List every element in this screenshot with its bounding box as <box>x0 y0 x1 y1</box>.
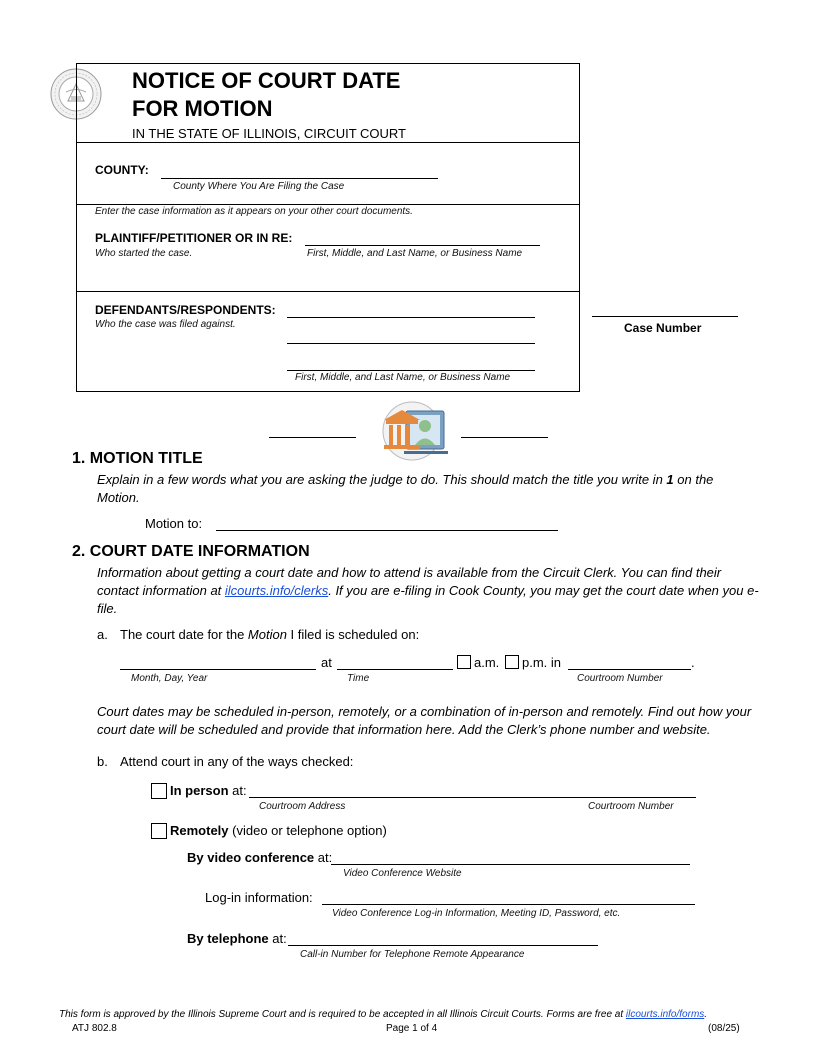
case-number-label: Case Number <box>624 321 702 335</box>
login-field[interactable] <box>322 904 695 905</box>
plaintiff-label: PLAINTIFF/PETITIONER OR IN RE: <box>95 231 293 245</box>
motion-to-label: Motion to: <box>145 516 203 531</box>
am-label: a.m. <box>474 655 500 670</box>
courtroom-address-field[interactable] <box>249 797 696 798</box>
form-date: (08/25) <box>708 1023 740 1034</box>
plaintiff-field[interactable] <box>305 245 540 246</box>
court-date-field[interactable] <box>120 669 316 670</box>
phone-caption: Call-in Number for Telephone Remote Appearance <box>300 949 525 960</box>
time-caption: Time <box>347 673 370 684</box>
period: . <box>691 655 695 670</box>
motion-to-field[interactable] <box>216 530 558 531</box>
form-id: ATJ 802.8 <box>72 1023 117 1034</box>
plaintiff-caption: First, Middle, and Last Name, or Business Name <box>307 248 523 259</box>
pm-checkbox[interactable] <box>505 655 519 669</box>
remotely-checkbox[interactable] <box>151 823 167 839</box>
item-a-text: The court date for the Motion I filed is scheduled on: <box>120 627 420 642</box>
login-caption: Video Conference Log-in Information, Meeting ID, Password, etc. <box>332 908 621 919</box>
login-label: Log-in information: <box>205 890 313 905</box>
at-label: at <box>321 655 332 670</box>
court-time-field[interactable] <box>337 669 453 670</box>
footer-approval: This form is approved by the Illinois Supreme Court and is required to be accepted in all Illinois Circuit Courts. Forms are free at ilcourts.info/forms. <box>59 1009 708 1020</box>
defendants-caption: First, Middle, and Last Name, or Business Name <box>295 372 511 383</box>
divider-left <box>269 437 356 438</box>
pm-label: p.m. in <box>522 655 562 670</box>
clerks-link[interactable]: ilcourts.info/clerks <box>224 583 329 598</box>
forms-link[interactable]: ilcourts.info/forms <box>625 1009 705 1020</box>
form-title-line1: NOTICE OF COURT DATE <box>132 68 401 93</box>
phone-field[interactable] <box>288 945 598 946</box>
courtroom-number-caption: Courtroom Number <box>588 801 674 812</box>
case-caption-box <box>76 63 580 392</box>
section1-heading: 1. MOTION TITLE <box>72 450 203 467</box>
section2-heading: 2. COURT DATE INFORMATION <box>72 543 310 560</box>
form-title-line2: FOR MOTION <box>132 96 273 121</box>
remote-note: Court dates may be scheduled in-person, remotely, or a combination of in-person and remotely. Find out how your court date will be scheduled and provide that information here. Add the Clerk’s phone number and website. <box>97 704 752 737</box>
date-caption: Month, Day, Year <box>131 673 208 684</box>
in-person-label: In person at: <box>170 783 247 798</box>
page-number: Page 1 of 4 <box>386 1023 438 1034</box>
item-b-text: Attend court in any of the ways checked: <box>120 754 354 769</box>
county-field[interactable] <box>161 178 438 179</box>
form-subtitle: IN THE STATE OF ILLINOIS, CIRCUIT COURT <box>132 126 406 141</box>
video-website-field[interactable] <box>331 864 690 865</box>
divider-right <box>461 437 548 438</box>
defendant-field-2[interactable] <box>287 343 535 344</box>
case-info-note: Enter the case information as it appears on your other court documents. <box>95 206 413 217</box>
defendant-field-1[interactable] <box>287 317 535 318</box>
defendant-field-3[interactable] <box>287 370 535 371</box>
case-number-field[interactable] <box>592 316 738 317</box>
item-a-letter: a. <box>97 627 108 642</box>
phone-label: By telephone at: <box>187 931 287 946</box>
courtroom-caption: Courtroom Number <box>577 673 663 684</box>
address-caption: Courtroom Address <box>259 801 346 812</box>
section2-instructions: Information about getting a court date and how to attend is available from the Circuit Clerk. You can find their contact information at ilcourts.info/clerks. If you are e-filing in Cook County, you may get the court date when you e-file. <box>97 565 759 616</box>
video-caption: Video Conference Website <box>343 868 462 879</box>
plaintiff-sub: Who started the case. <box>95 248 193 259</box>
in-person-checkbox[interactable] <box>151 783 167 799</box>
remotely-label: Remotely (video or telephone option) <box>170 823 387 838</box>
item-b-letter: b. <box>97 754 108 769</box>
county-label: COUNTY: <box>95 163 149 177</box>
video-label: By video conference at: <box>187 850 333 865</box>
section1-instructions: Explain in a few words what you are asking the judge to do. This should match the title you write in 1 on the Motion. <box>97 472 714 505</box>
defendants-label: DEFENDANTS/RESPONDENTS: <box>95 303 276 317</box>
defendants-sub: Who the case was filed against. <box>95 319 236 330</box>
courthouse-icon <box>378 398 450 462</box>
courtroom-field[interactable] <box>568 669 691 670</box>
county-caption: County Where You Are Filing the Case <box>173 181 345 192</box>
am-checkbox[interactable] <box>457 655 471 669</box>
